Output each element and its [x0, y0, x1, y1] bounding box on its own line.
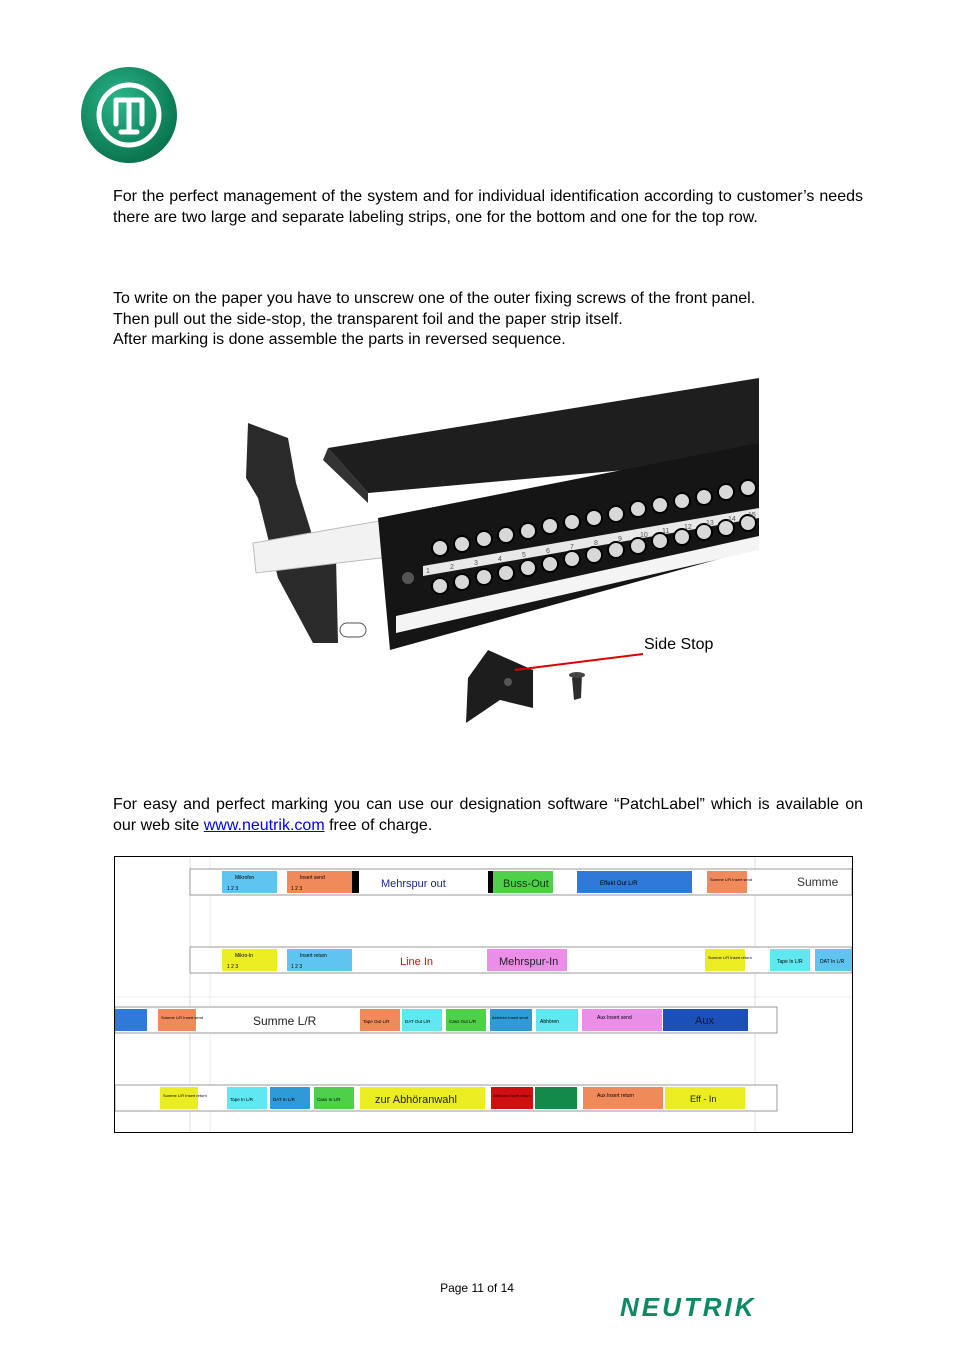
label-tape-in: Tape In L/R [230, 1097, 254, 1102]
instructions-paragraph [113, 289, 863, 351]
label-line-in: Line In [400, 956, 434, 968]
label-nums: 1 2 3 [291, 964, 303, 970]
label-nums: 1 2 3 [227, 886, 239, 892]
brand-text: NEUTRIK [620, 1294, 757, 1320]
number-label: 7 [570, 544, 574, 551]
number-label: 14 [728, 516, 736, 523]
software-text-after: free of charge. [324, 816, 433, 834]
label-abhoeren-return: Abhören Insert return [493, 1093, 531, 1098]
label-aux: Aux [695, 1015, 714, 1027]
label-insert-return: Insert return [300, 953, 327, 959]
label-dat-in: DAT In L/R [820, 959, 845, 965]
label-strip-4 [115, 1085, 777, 1111]
neutrik-wordmark-logo [618, 1294, 918, 1320]
label-buss-out: Buss-Out [503, 878, 549, 890]
number-label: 10 [640, 532, 648, 539]
intro-paragraph: For the perfect management of the system and for individual identification according to customer’s needs there are two large and separate labeling strips, one for the bottom and one for the top row. [113, 188, 863, 226]
label-nums: 1 2 3 [227, 964, 239, 970]
label-cass-out: Cass Out L/R [449, 1019, 477, 1024]
number-label: 2 [450, 564, 454, 571]
label-insert-send: Insert send [300, 875, 325, 881]
label-tape-out: Tape Out L/R [363, 1019, 390, 1024]
label-mehrspur-out: Mehrspur out [381, 878, 446, 890]
software-text-before: For easy and perfect marking you can use our designation software “PatchLabel” which is available on our web site [113, 796, 863, 834]
label-strip-3 [115, 1007, 777, 1033]
software-paragraph [113, 795, 863, 836]
callout-line [515, 654, 643, 670]
side-stop-callout: Side Stop [644, 636, 714, 653]
label-nums: 1 2 3 [291, 886, 303, 892]
number-label: 13 [706, 520, 714, 527]
label-effekt-out: Effekt Out L/R [600, 881, 638, 887]
label-abhoeren-insert: Abhören Insert send [492, 1015, 529, 1020]
patch-panel-photo [218, 378, 759, 728]
label-summe-return: Summe L/R Insert return [163, 1093, 207, 1098]
label-aux-insert-return: Aux Insert return [597, 1093, 634, 1099]
label-strip-1 [190, 869, 852, 895]
page-number: Page 11 of 14 [440, 1281, 514, 1295]
number-label: 9 [618, 536, 622, 543]
label-summe-return: Summe L/R Insert return [708, 955, 752, 960]
number-label: 6 [546, 548, 550, 555]
label-mikrofon: Mikrofon [235, 875, 255, 881]
label-summe-small: Summe L/R Insert send [161, 1015, 204, 1020]
label-zur-abhoeren: zur Abhöranwahl [375, 1094, 457, 1106]
label-dat-in: DAT In L/R [273, 1097, 295, 1102]
label-tape-in: Tape In L/R [777, 959, 803, 965]
instructions-line-3: After marking is done assemble the parts in reversed sequence. [113, 331, 566, 348]
label-summe: Summe [797, 875, 839, 889]
number-label: 4 [498, 556, 502, 563]
label-eff-in: Eff - In [690, 1094, 717, 1104]
label-summe-lr: Summe L/R [253, 1014, 317, 1028]
label-mikro-in: Mikro-In [235, 953, 254, 959]
number-label: 12 [684, 524, 692, 531]
neutrik-logo-icon [80, 66, 178, 164]
instructions-line-1: To write on the paper you have to unscrew one of the outer fixing screws of the front panel. [113, 290, 756, 307]
label-cass-in: Cass In L/R [317, 1097, 341, 1102]
patchlabel-screenshot [114, 856, 853, 1133]
label-mehrspur-in: Mehrspur-In [499, 956, 559, 968]
label-dat-out: DAT Out L/R [405, 1019, 431, 1024]
number-label: 8 [594, 540, 598, 547]
neutrik-website-link[interactable]: www.neutrik.com [203, 816, 325, 834]
instructions-line-2: Then pull out the side-stop, the transparent foil and the paper strip itself. [113, 310, 623, 328]
label-abhoeren: Abhören [540, 1019, 559, 1025]
number-label: 1 [426, 568, 430, 575]
number-label: 11 [662, 528, 670, 535]
label-strip-2 [190, 947, 852, 973]
number-label: 15 [748, 512, 756, 519]
number-label: 5 [522, 552, 526, 559]
label-aux-insert-send: Aux Insert send [597, 1015, 632, 1021]
label-summe-insert: Summe L/R Insert send [710, 877, 753, 882]
number-label: 3 [474, 560, 478, 567]
